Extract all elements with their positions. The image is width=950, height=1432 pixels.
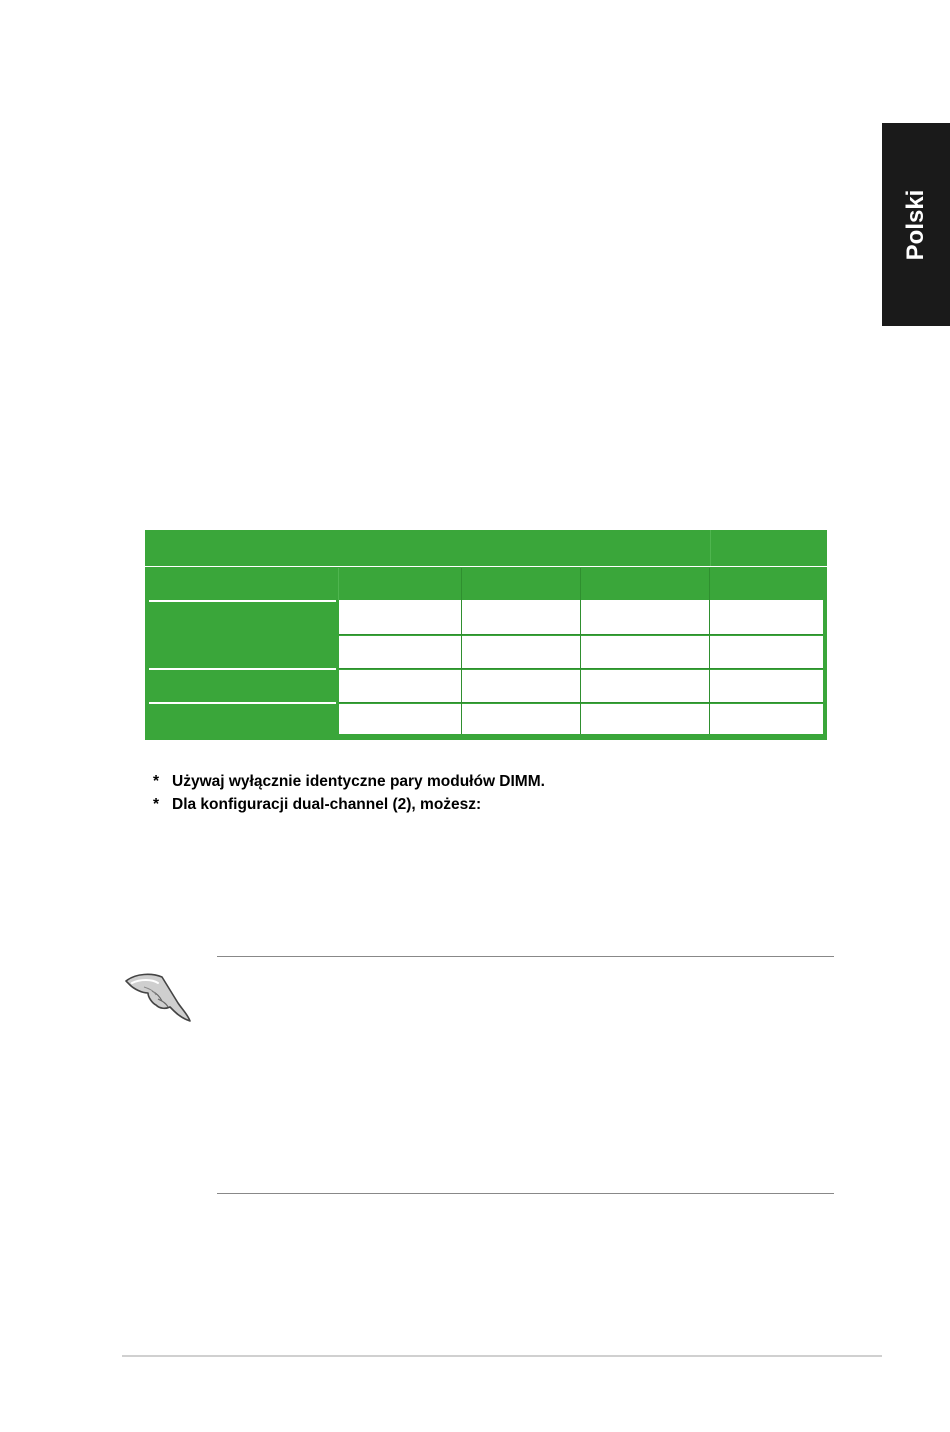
table-row-divider xyxy=(339,634,823,635)
table-row-divider xyxy=(339,668,823,669)
note-text: Używaj wyłącznie identyczne pary modułów DIMM. xyxy=(172,773,545,790)
table-row xyxy=(339,670,823,702)
table-row xyxy=(339,704,823,734)
table-row xyxy=(339,636,823,668)
note-text: Dla konfiguracji dual-channel (2), możesz: xyxy=(172,796,482,813)
table-column-divider xyxy=(709,568,710,734)
pointing-hand-icon xyxy=(122,963,194,1023)
note-item xyxy=(153,770,545,793)
language-tab-label: Polski xyxy=(902,189,929,260)
table-notes xyxy=(153,770,545,816)
note-box-top-rule xyxy=(217,956,834,957)
table-label-divider xyxy=(149,600,336,602)
table-label-divider xyxy=(149,702,336,704)
table-header-divider xyxy=(145,566,827,567)
memory-configuration-table xyxy=(145,530,827,740)
table-column-divider xyxy=(461,568,462,734)
footer-rule xyxy=(122,1355,882,1357)
language-tab xyxy=(882,123,950,326)
table-label-divider xyxy=(149,668,336,670)
table-header-column-divider xyxy=(710,530,711,566)
table-row-divider xyxy=(339,702,823,703)
note-item xyxy=(153,793,545,816)
note-box-bottom-rule xyxy=(217,1193,834,1194)
note-marker: * xyxy=(153,773,160,790)
note-marker: * xyxy=(153,796,160,813)
table-column-divider xyxy=(338,568,339,600)
table-column-divider xyxy=(580,568,581,734)
table-row xyxy=(339,602,823,634)
